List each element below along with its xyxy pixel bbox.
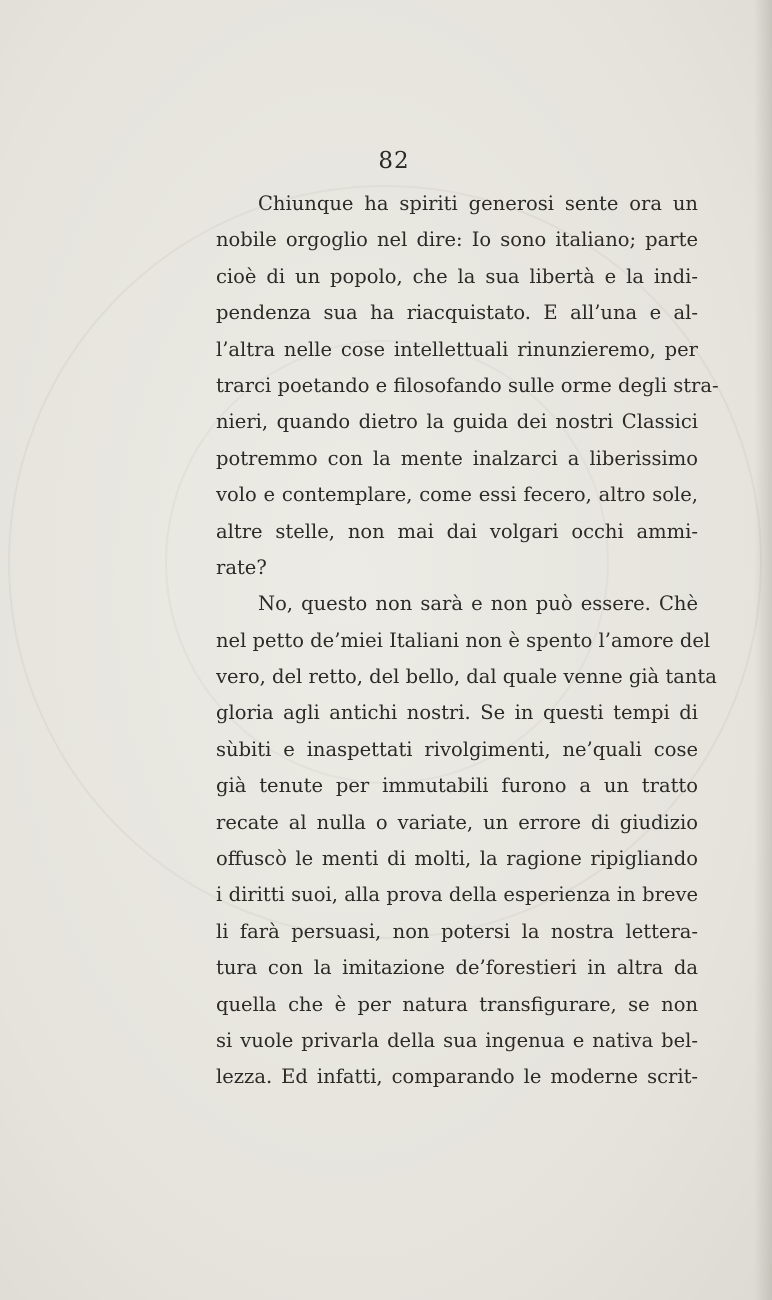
text-line: nobile orgoglio nel dire: Io sono italiano; parte	[216, 228, 698, 252]
text-line: offuscò le menti di molti, la ragione ripigliando	[216, 847, 698, 871]
text-line: vero, del retto, del bello, dal quale venne già tanta	[216, 665, 717, 689]
page-number: 82	[378, 148, 410, 174]
text-line: lezza. Ed infatti, comparando le moderne scrit-	[216, 1065, 698, 1089]
text-line: No, questo non sarà e non può essere. Chè	[258, 592, 698, 616]
page-gutter-shadow	[754, 0, 772, 1300]
text-line: i diritti suoi, alla prova della esperienza in breve	[216, 883, 698, 907]
text-line: li farà persuasi, non potersi la nostra lettera-	[216, 919, 698, 943]
text-line: trarci poetando e filosofando sulle orme degli stra-	[216, 373, 719, 397]
text-line: pendenza sua ha riacquistato. E all’una e al-	[216, 301, 698, 325]
text-line: tura con la imitazione de’forestieri in altra da	[216, 956, 698, 980]
text-line: Chiunque ha spiriti generosi sente ora un	[258, 192, 698, 215]
text-line: sùbiti e inaspettati rivolgimenti, ne’quali cose	[216, 737, 698, 761]
text-line: gloria agli antichi nostri. Se in questi tempi di	[216, 701, 698, 725]
body-text	[216, 186, 719, 1096]
text-line: nel petto de’miei Italiani non è spento l’amore del	[216, 628, 711, 652]
text-line: l’altra nelle cose intellettuali rinunzieremo, per	[216, 337, 698, 361]
text-line: volo e contemplare, come essi fecero, altro sole,	[216, 483, 698, 507]
text-line: quella che è per natura transfigurare, se non	[216, 992, 698, 1016]
text-line: altre stelle, non mai dai volgari occhi ammi-	[216, 519, 698, 543]
text-line: nieri, quando dietro la guida dei nostri Classici	[216, 410, 698, 434]
text-line: rate?	[216, 555, 267, 579]
text-line: recate al nulla o variate, un errore di giudizio	[216, 810, 698, 834]
text-line: cioè di un popolo, che la sua libertà e la indi-	[216, 264, 698, 288]
text-line: già tenute per immutabili furono a un tratto	[216, 774, 698, 798]
text-line: si vuole privarla della sua ingenua e nativa bel-	[216, 1028, 698, 1052]
text-line: potremmo con la mente inalzarci a liberissimo	[216, 446, 698, 470]
